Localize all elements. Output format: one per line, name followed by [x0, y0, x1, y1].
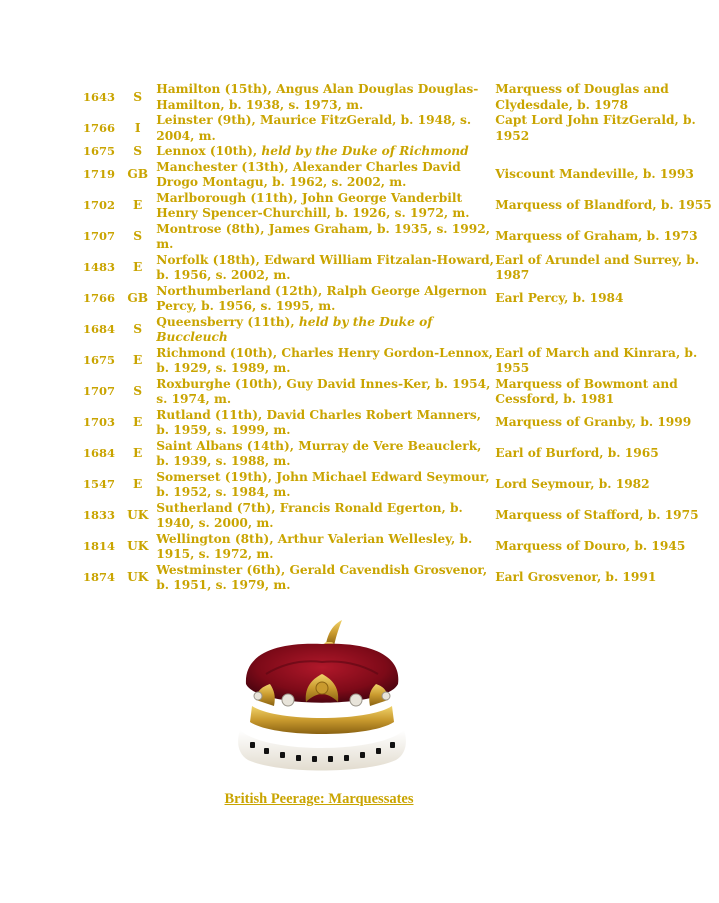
- title-holder: [156, 284, 495, 315]
- peerage-table: [79, 82, 719, 594]
- title-text: Norfolk (18th), Edward William Fitzalan-Howard, b. 1956, s. 2002, m.: [156, 252, 494, 282]
- title-holder: [156, 501, 495, 532]
- title-text: Marlborough (11th), John George Vanderbilt Henry Spencer-Churchill, b. 1926, s. 1972, m.: [156, 190, 470, 220]
- creation-year: 1684: [83, 446, 116, 461]
- title-holder: [156, 563, 495, 594]
- peerage-code: S: [133, 144, 143, 158]
- title-text: Rutland (11th), David Charles Robert Manners, b. 1959, s. 1999, m.: [156, 407, 482, 437]
- peerage-code: E: [133, 415, 143, 430]
- peerage-code: S: [133, 89, 143, 104]
- heir: Earl Grosvenor, b. 1991: [495, 570, 657, 585]
- table-row: [79, 346, 719, 377]
- peerage-code: UK: [127, 539, 149, 554]
- creation-year: 1874: [83, 570, 116, 585]
- heir: Marquess of Douro, b. 1945: [495, 539, 686, 554]
- ducal-coronet-icon: [236, 614, 408, 774]
- table-row: [79, 315, 719, 346]
- creation-year: 1766: [83, 291, 116, 306]
- table-row: [79, 470, 719, 501]
- table-row: [79, 501, 719, 532]
- table-row: [79, 222, 719, 253]
- creation-year: 1702: [83, 198, 116, 213]
- title-text: Wellington (8th), Arthur Valerian Wellesley, b. 1915, s. 1972, m.: [156, 531, 473, 561]
- peerage-code: GB: [127, 167, 149, 182]
- title-text: Somerset (19th), John Michael Edward Seymour, b. 1952, s. 1984, m.: [156, 469, 490, 499]
- heir: Earl of March and Kinrara, b. 1955: [495, 345, 698, 375]
- table-row: [79, 160, 719, 191]
- title-text: Queensberry (11th),: [156, 314, 299, 329]
- heir: Marquess of Blandford, b. 1955: [495, 198, 712, 213]
- title-holder: [156, 253, 495, 284]
- caption-link[interactable]: British Peerage: Marquessates: [224, 791, 414, 807]
- heir: Marquess of Stafford, b. 1975: [495, 508, 699, 523]
- creation-year: 1707: [83, 229, 116, 244]
- creation-year: 1675: [83, 353, 116, 368]
- held-by-text: held by the Duke of Richmond: [261, 144, 469, 158]
- title-text: Hamilton (15th), Angus Alan Douglas Douglas-Hamilton, b. 1938, s. 1973, m.: [156, 82, 479, 112]
- peerage-code: S: [133, 322, 143, 337]
- peerage-code: E: [133, 446, 143, 461]
- title-text: Montrose (8th), James Graham, b. 1935, s. 1992, m.: [156, 221, 490, 251]
- creation-year: 1547: [83, 477, 116, 492]
- peerage-code: UK: [127, 508, 149, 523]
- heir: Viscount Mandeville, b. 1993: [495, 167, 694, 182]
- title-holder: [156, 113, 495, 144]
- heir: Earl Percy, b. 1984: [495, 291, 624, 306]
- title-holder: [156, 408, 495, 439]
- creation-year: 1707: [83, 384, 116, 399]
- creation-year: 1703: [83, 415, 116, 430]
- heir: Earl of Burford, b. 1965: [495, 446, 659, 461]
- peerage-code: E: [133, 353, 143, 368]
- heir: Earl of Arundel and Surrey, b. 1987: [495, 252, 700, 282]
- peerage-table-body: [79, 82, 719, 594]
- title-holder: [156, 82, 495, 113]
- title-holder: [156, 144, 495, 160]
- title-text: Manchester (13th), Alexander Charles David Drogo Montagu, b. 1962, s. 2002, m.: [156, 159, 461, 189]
- heir: Marquess of Douglas and Clydesdale, b. 1978: [495, 82, 669, 112]
- title-text: Westminster (6th), Gerald Cavendish Grosvenor, b. 1951, s. 1979, m.: [156, 562, 488, 592]
- table-row: [79, 377, 719, 408]
- table-row: [79, 408, 719, 439]
- held-by-text: held by the Duke of Buccleuch: [156, 314, 433, 344]
- creation-year: 1483: [83, 260, 116, 275]
- title-holder: [156, 346, 495, 377]
- heir: Marquess of Granby, b. 1999: [495, 415, 692, 430]
- table-row: [79, 144, 719, 160]
- peerage-code: GB: [127, 291, 149, 306]
- heir: [495, 315, 719, 346]
- caption: [0, 791, 638, 808]
- title-holder: [156, 377, 495, 408]
- table-row: [79, 563, 719, 594]
- heir: Lord Seymour, b. 1982: [495, 477, 650, 492]
- heir: Marquess of Graham, b. 1973: [495, 229, 698, 244]
- title-holder: [156, 439, 495, 470]
- title-text: Sutherland (7th), Francis Ronald Egerton, b. 1940, s. 2000, m.: [156, 500, 463, 530]
- heir: [495, 144, 719, 160]
- table-row: [79, 284, 719, 315]
- creation-year: 1684: [83, 322, 116, 337]
- title-holder: [156, 160, 495, 191]
- creation-year: 1675: [83, 144, 116, 158]
- table-row: [79, 532, 719, 563]
- heir: Capt Lord John FitzGerald, b. 1952: [495, 113, 696, 143]
- creation-year: 1833: [83, 508, 116, 523]
- peerage-code: S: [133, 384, 143, 399]
- table-row: [79, 439, 719, 470]
- table-row: [79, 191, 719, 222]
- title-text: Richmond (10th), Charles Henry Gordon-Lennox, b. 1929, s. 1989, m.: [156, 345, 493, 375]
- peerage-code: I: [134, 120, 141, 135]
- creation-year: 1643: [83, 89, 116, 104]
- title-text: Leinster (9th), Maurice FitzGerald, b. 1948, s. 2004, m.: [156, 113, 472, 143]
- table-row: [79, 113, 719, 144]
- title-text: Lennox (10th),: [156, 144, 262, 158]
- title-text: Northumberland (12th), Ralph George Algernon Percy, b. 1956, s. 1995, m.: [156, 283, 487, 313]
- heir: Marquess of Bowmont and Cessford, b. 1981: [495, 376, 678, 406]
- creation-year: 1719: [83, 167, 116, 182]
- title-holder: [156, 191, 495, 222]
- peerage-code: S: [133, 229, 143, 244]
- title-text: Roxburghe (10th), Guy David Innes-Ker, b. 1954, s. 1974, m.: [156, 376, 491, 406]
- table-row: [79, 253, 719, 284]
- coronet-image: [236, 614, 408, 774]
- creation-year: 1814: [83, 539, 116, 554]
- creation-year: 1766: [83, 120, 116, 135]
- peerage-code: E: [133, 477, 143, 492]
- title-text: Saint Albans (14th), Murray de Vere Beauclerk, b. 1939, s. 1988, m.: [156, 438, 482, 468]
- title-holder: [156, 222, 495, 253]
- table-row: [79, 82, 719, 113]
- title-holder: [156, 470, 495, 501]
- title-holder: [156, 532, 495, 563]
- peerage-code: UK: [127, 570, 149, 585]
- title-holder: [156, 315, 495, 346]
- peerage-code: E: [133, 260, 143, 275]
- peerage-code: E: [133, 198, 143, 213]
